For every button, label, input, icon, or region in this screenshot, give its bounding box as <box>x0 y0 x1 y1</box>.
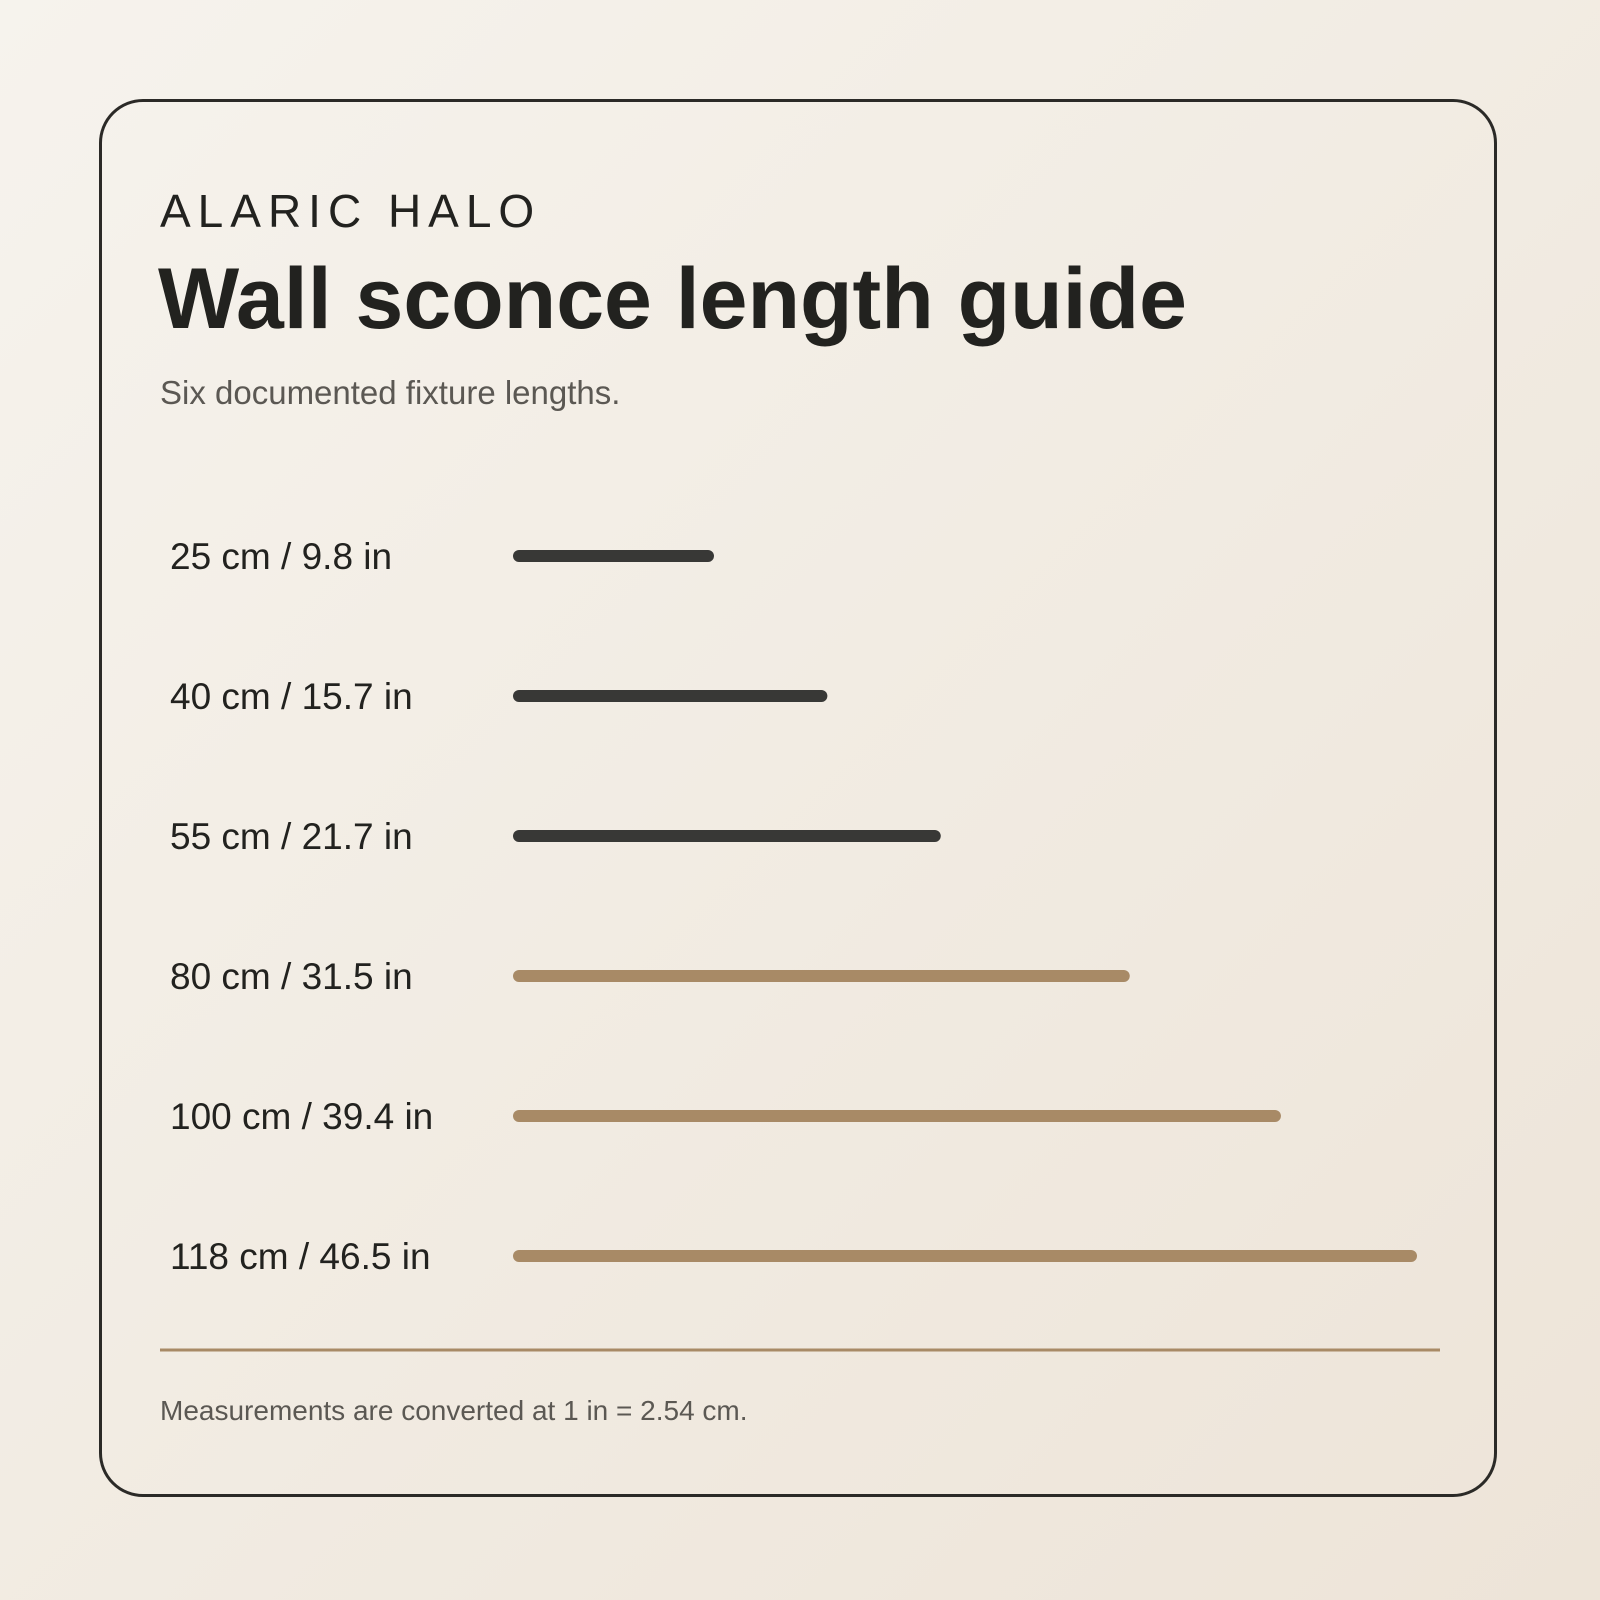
bar-label: 40 cm / 15.7 in <box>170 676 413 717</box>
bar-label: 25 cm / 9.8 in <box>170 536 393 577</box>
bar-label: 118 cm / 46.5 in <box>170 1236 431 1277</box>
brand-name: ALARIC HALO <box>160 185 542 237</box>
bar-label: 100 cm / 39.4 in <box>170 1096 434 1137</box>
page-subtitle: Six documented fixture lengths. <box>160 374 621 411</box>
bar-label: 80 cm / 31.5 in <box>170 956 413 997</box>
page-title: Wall sconce length guide <box>158 251 1187 347</box>
bar-label: 55 cm / 21.7 in <box>170 816 413 857</box>
conversion-footnote: Measurements are converted at 1 in = 2.54 cm. <box>160 1395 748 1426</box>
